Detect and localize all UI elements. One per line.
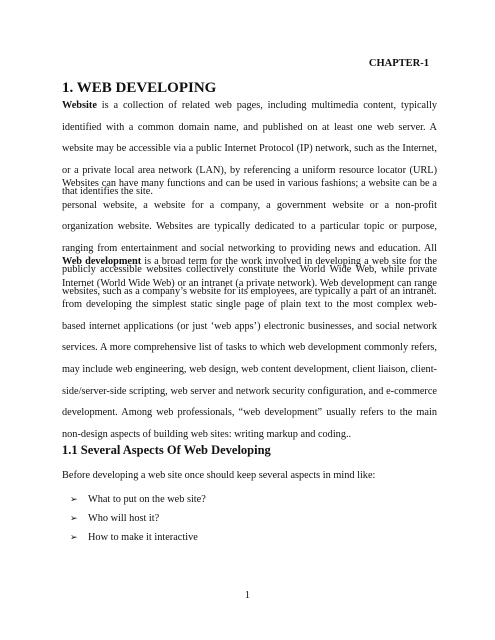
aspects-intro: Before developing a web site once should keep several aspects in mind like: [62, 470, 376, 481]
list-item-text: Who will host it? [88, 513, 160, 524]
section-heading: 1. WEB DEVELOPING [62, 80, 217, 96]
paragraph-web-development [62, 251, 437, 445]
list-item-text: How to make it interactive [88, 532, 198, 543]
paragraph-website-text: is a collection of related web pages, including multimedia content, typically identified with a common domain name, and published on at least one web server. A website may be accessible via a public Internet Protocol (IP) network, such as the Internet, or a private local area network (LAN), by referencing a uniform resource locator (URL) that identifies the site. [62, 100, 437, 198]
list-item-text: What to put on the web site? [88, 494, 206, 505]
list-item [70, 490, 206, 509]
paragraph-functions: Websites can have many functions and can be used in various fashions; a website can be a personal website, a website for a company, a government website or a non-profit organization website. Websites are typically dedicated to a particular topic or purpose, ranging from entertainment and social networking to providing news and education. All publicly accessible websites collectively constitute the World Wide Web, while private websites, such as a company’s website for its employees, are typically a part of an intranet. [62, 178, 437, 297]
term-web-development: Web development [62, 256, 142, 267]
arrow-bullet-icon: ➢ [70, 533, 78, 543]
chapter-label: CHAPTER-1 [368, 58, 429, 69]
term-website: Website [62, 100, 97, 111]
paragraph-web-development-text: is a broad term for the work involved in developing a web site for the Internet (World Wide Web) or an intranet (a private network). Web development can range from developing the simplest static single page of plain text to the most complex web-based internet applications (or just ‘web apps’) electronic businesses, and social network services. A more comprehensive list of tasks to which web development commonly refers, may include web engineering, web design, web content development, client liaison, client-side/server-side scripting, web server and network security configuration, and e-commerce development. Among web professionals, “web development” usually refers to the main non-design aspects of building web sites: writing markup and coding.. [62, 256, 437, 440]
page-number: 1 [244, 590, 251, 601]
list-item [70, 509, 206, 528]
arrow-bullet-icon: ➢ [70, 514, 78, 524]
list-item [70, 528, 206, 547]
arrow-bullet-icon: ➢ [70, 495, 78, 505]
subsection-heading: 1.1 Several Aspects Of Web Developing [62, 443, 271, 457]
aspects-list [70, 490, 206, 547]
